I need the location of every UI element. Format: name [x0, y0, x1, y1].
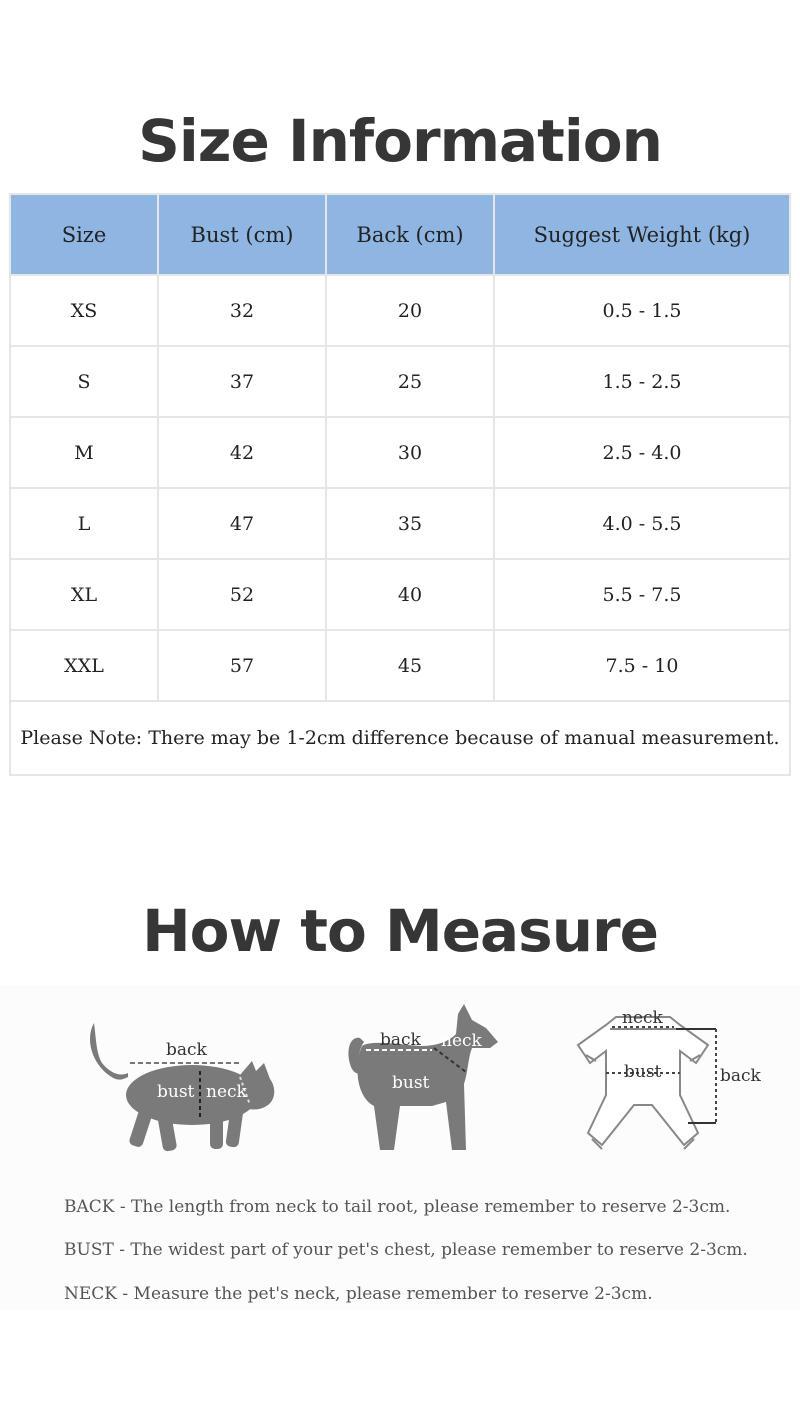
dog-back-label: back [380, 1030, 421, 1050]
cell-back: 30 [327, 418, 493, 487]
garment-outline-icon [578, 1017, 708, 1149]
cell-weight: 4.0 - 5.5 [495, 489, 789, 558]
table-row [11, 418, 789, 487]
table-row [11, 489, 789, 558]
cell-weight: 0.5 - 1.5 [495, 276, 789, 345]
how-to-measure-title: How to Measure [142, 896, 658, 965]
table-row [11, 276, 789, 345]
header-weight: Suggest Weight (kg) [495, 195, 789, 274]
size-information-title: Size Information [138, 106, 662, 175]
dog-diagram [340, 1002, 510, 1162]
header-size: Size [11, 195, 157, 274]
cell-back: 45 [327, 631, 493, 700]
cat-bust-label: bust [157, 1082, 195, 1102]
table-header-row [11, 195, 789, 274]
table-row [11, 631, 789, 700]
cell-bust: 42 [159, 418, 325, 487]
cell-size: XXL [11, 631, 157, 700]
neck-instruction: NECK - Measure the pet's neck, please remember to reserve 2-3cm. [64, 1284, 653, 1304]
bust-instruction: BUST - The widest part of your pet's chest, please remember to reserve 2-3cm. [64, 1240, 748, 1260]
header-back: Back (cm) [327, 195, 493, 274]
cell-bust: 52 [159, 560, 325, 629]
garment-diagram [568, 1005, 768, 1160]
cat-neck-label: neck [206, 1082, 247, 1102]
garment-neck-label: neck [622, 1008, 663, 1028]
garment-back-label: back [720, 1066, 761, 1086]
cat-back-label: back [166, 1040, 207, 1060]
dog-neck-label: neck [441, 1031, 482, 1051]
garment-bust-label: bust [624, 1062, 662, 1082]
table-row [11, 560, 789, 629]
cell-size: XL [11, 560, 157, 629]
cell-size: L [11, 489, 157, 558]
header-bust: Bust (cm) [159, 195, 325, 274]
cell-back: 40 [327, 560, 493, 629]
cell-size: S [11, 347, 157, 416]
cell-bust: 37 [159, 347, 325, 416]
back-instruction: BACK - The length from neck to tail root, please remember to reserve 2-3cm. [64, 1197, 731, 1217]
cell-back: 25 [327, 347, 493, 416]
cell-back: 20 [327, 276, 493, 345]
cell-bust: 32 [159, 276, 325, 345]
cell-weight: 7.5 - 10 [495, 631, 789, 700]
cell-weight: 5.5 - 7.5 [495, 560, 789, 629]
cell-bust: 57 [159, 631, 325, 700]
cell-size: XS [11, 276, 157, 345]
cell-weight: 2.5 - 4.0 [495, 418, 789, 487]
measurement-note: Please Note: There may be 1-2cm difference because of manual measurement. [11, 702, 789, 774]
size-table [9, 193, 791, 776]
dog-bust-label: bust [392, 1073, 430, 1093]
cell-weight: 1.5 - 2.5 [495, 347, 789, 416]
table-note-row [11, 702, 789, 774]
cell-bust: 47 [159, 489, 325, 558]
cell-back: 35 [327, 489, 493, 558]
cell-size: M [11, 418, 157, 487]
cat-diagram [80, 1015, 290, 1160]
table-row [11, 347, 789, 416]
